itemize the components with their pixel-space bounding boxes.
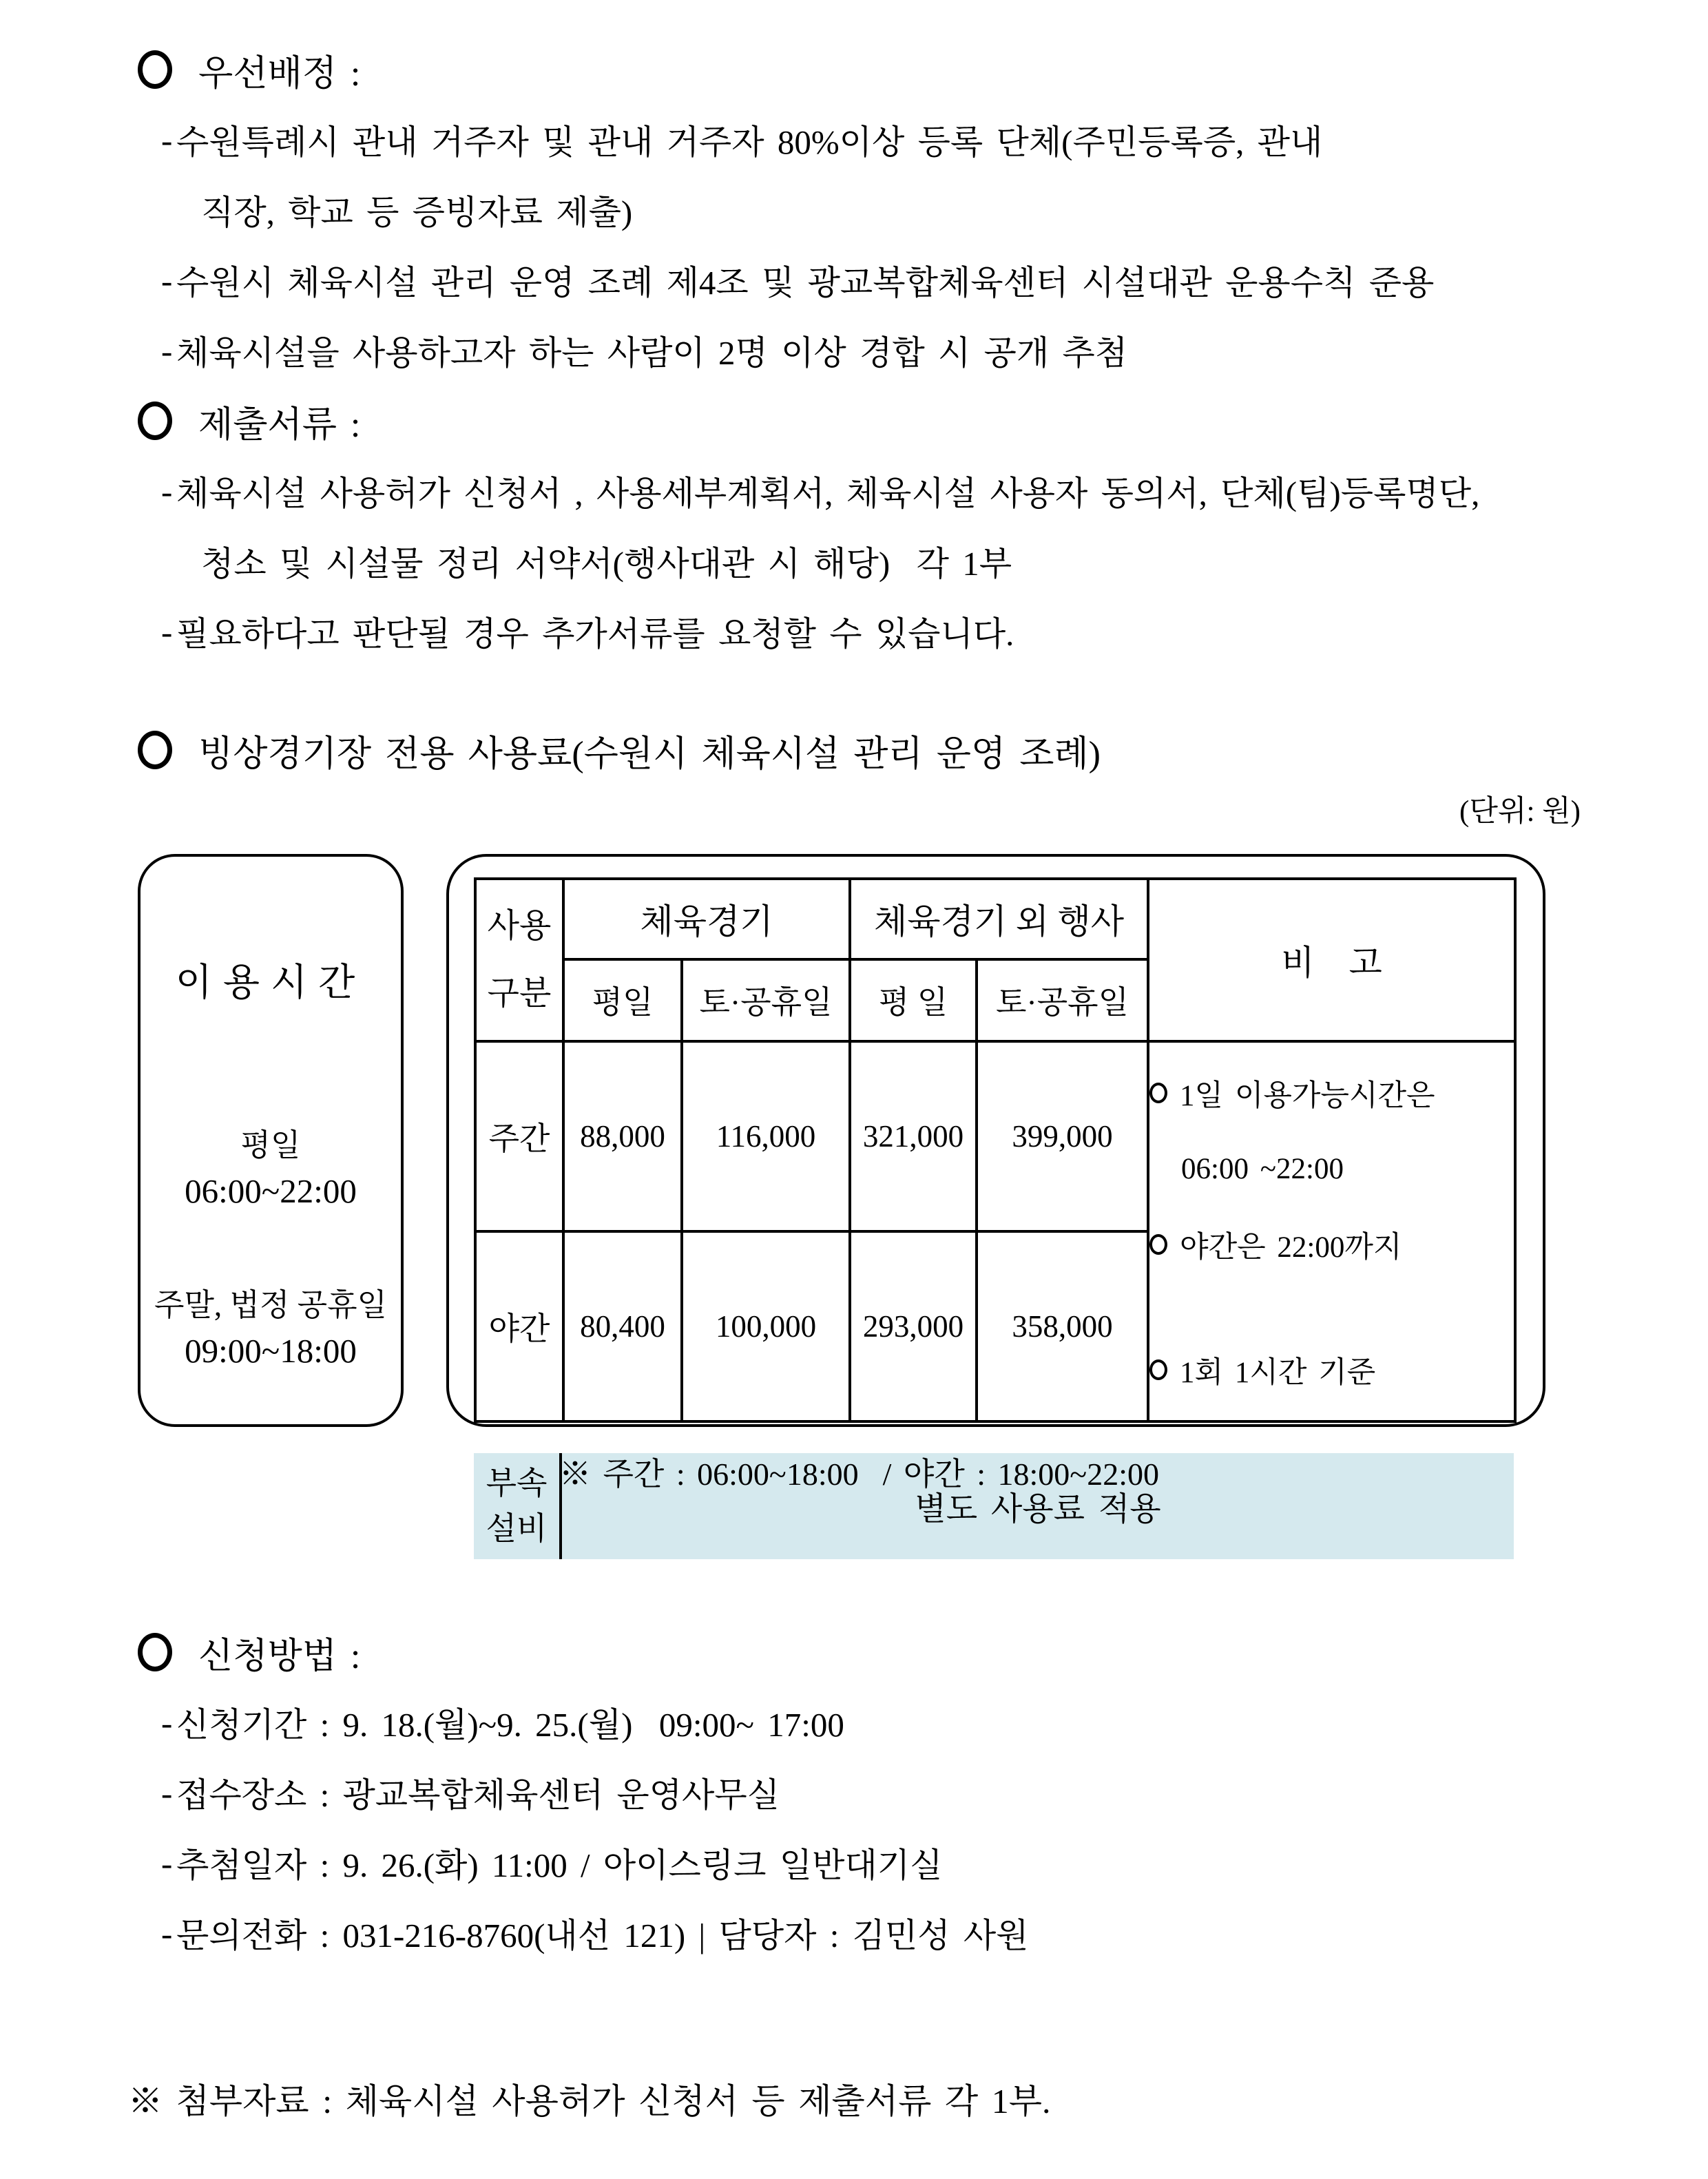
annex-label-line2: 설비 xyxy=(486,1511,548,1546)
list-item-text: 체육시설 사용허가 신청서 , 사용세부계획서, 체육시설 사용자 동의서, 단체(팀)등록명단, xyxy=(176,475,1480,512)
fee-value: 100,000 xyxy=(682,1231,850,1421)
list-item xyxy=(138,315,1581,386)
fee-value: 116,000 xyxy=(682,1041,850,1231)
note-text: 1일 이용가능시간은 xyxy=(1180,1079,1435,1112)
priority-section xyxy=(138,34,1581,386)
dash-icon: - xyxy=(161,1773,173,1812)
dash-icon: - xyxy=(161,612,173,651)
dash-icon: - xyxy=(161,1844,173,1882)
apply-location: 접수장소 : 광교복합체육센터 운영사무실 xyxy=(176,1776,780,1814)
subcol-events-holiday: 토·공휴일 xyxy=(977,959,1148,1041)
list-item xyxy=(138,596,1581,667)
documents-heading-row xyxy=(138,386,1581,456)
list-item-text: 청소 및 시설물 정리 서약서(행사대관 시 해당) 각 1부 xyxy=(201,545,1012,583)
apply-heading-row xyxy=(138,1617,1581,1687)
list-item xyxy=(138,1828,1581,1898)
fee-value: 358,000 xyxy=(977,1231,1148,1421)
attachment-note: ※ 첨부자료 : 체육시설 사용허가 신청서 등 제출서류 각 1부. xyxy=(128,2082,1051,2120)
apply-section xyxy=(138,1617,1581,1968)
subcol-sports-holiday: 토·공휴일 xyxy=(682,959,850,1041)
fee-section xyxy=(138,715,1581,1546)
subcol-events-weekday: 평 일 xyxy=(850,959,977,1041)
list-item xyxy=(138,456,1581,526)
annex-label-line1: 부속 xyxy=(486,1466,548,1501)
small-circle-bullet-icon xyxy=(1149,1359,1167,1380)
list-item xyxy=(138,1687,1581,1758)
list-item-text: 수원특례시 관내 거주자 및 관내 거주자 80%이상 등록 단체(주민등록증, 관내 xyxy=(176,123,1323,161)
col-header-sports: 체육경기 xyxy=(563,879,850,959)
table-row-daytime xyxy=(475,1041,1515,1231)
fee-value: 80,400 xyxy=(563,1231,682,1421)
dash-icon: - xyxy=(161,121,173,159)
weekend-label: 주말, 법정 공휴일 xyxy=(154,1288,388,1322)
weekday-label: 평일 xyxy=(240,1128,301,1163)
list-item xyxy=(138,105,1581,175)
col-header-note: 비 고 xyxy=(1148,879,1515,1041)
fee-table xyxy=(474,877,1517,1423)
table-footnote: ※ 주간 : 06:00~18:00 / 야간 : 18:00~22:00 xyxy=(559,1457,1159,1492)
documents-heading: 제출서류 : xyxy=(198,405,361,445)
list-item-text: 직장, 학교 등 증빙자료 제출) xyxy=(201,194,633,231)
subcol-sports-weekday: 평일 xyxy=(563,959,682,1041)
fee-value: 293,000 xyxy=(850,1231,977,1421)
dash-icon: - xyxy=(161,1914,173,1952)
weekend-hours: 09:00~18:00 xyxy=(185,1332,357,1370)
fee-heading: 빙상경기장 전용 사용료(수원시 체육시설 관리 운영 조례) xyxy=(198,734,1101,774)
attachment-note-row xyxy=(128,2063,1581,2134)
hours-box-title: 이용시간 xyxy=(175,961,366,1003)
list-item-text: 필요하다고 판단될 경우 추가서류를 요청할 수 있습니다. xyxy=(176,615,1014,653)
circle-bullet-icon xyxy=(138,402,172,440)
list-item-continuation xyxy=(138,526,1581,596)
list-item xyxy=(138,1898,1581,1968)
apply-period: 신청기간 : 9. 18.(월)~9. 25.(월) 09:00~ 17:00 xyxy=(176,1706,844,1744)
list-item xyxy=(138,245,1581,315)
col-header-usage-line1: 사용 xyxy=(487,908,552,944)
lottery-date: 추첨일자 : 9. 26.(화) 11:00 / 아이스링크 일반대기실 xyxy=(176,1846,943,1884)
list-item xyxy=(138,1758,1581,1828)
usage-hours-box xyxy=(138,854,404,1427)
note-line xyxy=(1149,1219,1514,1270)
row-label-daytime: 주간 xyxy=(475,1041,563,1231)
fee-value: 88,000 xyxy=(563,1041,682,1231)
circle-bullet-icon xyxy=(138,50,172,89)
dash-icon: - xyxy=(161,261,173,300)
circle-bullet-icon xyxy=(138,1633,172,1671)
small-circle-bullet-icon xyxy=(1149,1234,1167,1255)
fee-value: 399,000 xyxy=(977,1041,1148,1231)
dash-icon: - xyxy=(161,472,173,510)
circle-bullet-icon xyxy=(138,731,172,769)
note-text: 야간은 22:00까지 xyxy=(1180,1231,1402,1264)
list-item-text: 수원시 체육시설 관리 운영 조례 제4조 및 광교복합체육센터 시설대관 운용수칙 준용 xyxy=(176,264,1435,302)
col-header-usage-line2: 구분 xyxy=(487,975,552,1012)
dash-icon: - xyxy=(161,331,173,370)
list-item-continuation xyxy=(138,175,1581,245)
note-text: 1회 1시간 기준 xyxy=(1180,1356,1376,1389)
note-line xyxy=(1149,1344,1514,1395)
note-cell xyxy=(1148,1041,1515,1421)
list-item-text: 체육시설을 사용하고자 하는 사람이 2명 이상 경합 시 공개 추첨 xyxy=(176,334,1128,372)
weekday-hours: 06:00~22:00 xyxy=(185,1172,357,1210)
contact-phone: 문의전화 : 031-216-8760(내선 121) | 담당자 : 김민성 사원 xyxy=(176,1917,1029,1954)
col-header-events: 체육경기 외 행사 xyxy=(850,879,1148,959)
priority-heading: 우선배정 : xyxy=(198,54,361,94)
annex-label xyxy=(474,1453,562,1559)
apply-heading: 신청방법 : xyxy=(198,1636,361,1676)
row-label-nighttime: 야간 xyxy=(475,1231,563,1421)
note-line xyxy=(1149,1067,1514,1118)
col-header-usage xyxy=(475,879,563,1041)
fee-heading-row xyxy=(138,715,1581,785)
small-circle-bullet-icon xyxy=(1149,1083,1167,1103)
note-line xyxy=(1149,1143,1514,1194)
unit-note: (단위: 원) xyxy=(1459,795,1581,828)
fee-value: 321,000 xyxy=(850,1041,977,1231)
priority-heading-row xyxy=(138,34,1581,105)
dash-icon: - xyxy=(161,1703,173,1742)
note-text: 06:00 ~22:00 xyxy=(1181,1152,1344,1185)
documents-section xyxy=(138,386,1581,667)
annex-value: 별도 사용료 적용 xyxy=(915,1491,1161,1528)
